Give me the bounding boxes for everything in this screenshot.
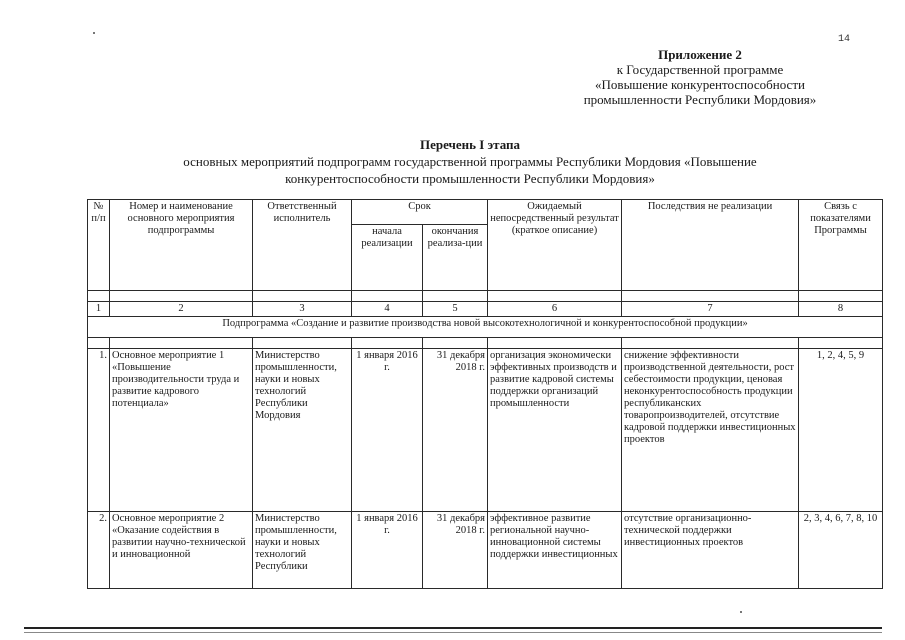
column-number: 2 — [110, 302, 253, 317]
column-number: 3 — [253, 302, 352, 317]
table-row — [88, 512, 883, 589]
page-number: 14 — [838, 34, 851, 45]
list-heading — [90, 136, 850, 187]
row-num: 1. — [88, 349, 110, 512]
row-start: 1 января 2016 г. — [352, 512, 423, 589]
header-start: начала реализации — [352, 225, 423, 291]
column-number: 5 — [423, 302, 488, 317]
appendix-line: «Повышение конкурентоспособности — [595, 77, 805, 92]
appendix-line: к Государственной программе — [616, 62, 784, 77]
scan-edge-line — [24, 632, 882, 633]
row-consequences: отсутствие организационно-технической поддержки инвестиционных проектов — [622, 512, 799, 589]
row-link: 1, 2, 4, 5, 9 — [799, 349, 883, 512]
appendix-title: Приложение 2 — [658, 47, 742, 62]
list-subtitle: основных мероприятий подпрограмм государственной программы Республики Мордовия «Повышение — [183, 154, 757, 169]
row-consequences: снижение эффективности производственной деятельности, рост себестоимости продукции, ценовая неконкурентоспособность продукции республиканских товаропроизводителей, отсутствие кадровой поддержки инвестиционных проектов — [622, 349, 799, 512]
header-term: Срок — [352, 200, 488, 225]
row-link: 2, 3, 4, 6, 7, 8, 10 — [799, 512, 883, 589]
scan-speck — [93, 32, 95, 34]
row-end: 31 декабря 2018 г. — [423, 512, 488, 589]
header-end: окончания реализа-ции — [423, 225, 488, 291]
subprogram-row — [88, 317, 883, 338]
header-row — [88, 200, 883, 225]
row-result: организация экономически эффективных производств и развитие кадровой системы поддержки организаций промышленности — [488, 349, 622, 512]
list-subtitle: конкурентоспособности промышленности Республики Мордовия» — [285, 171, 655, 186]
row-result: эффективное развитие региональной научно-инновационной системы поддержки инвестиционных — [488, 512, 622, 589]
column-number: 8 — [799, 302, 883, 317]
header-num: № п/п — [88, 200, 110, 291]
header-executor: Ответственный исполнитель — [253, 200, 352, 291]
subprogram-title: Подпрограмма «Создание и развитие производства новой высокотехнологичной и конкурентоспособной продукции» — [88, 317, 883, 338]
column-number: 1 — [88, 302, 110, 317]
table-row — [88, 349, 883, 512]
row-start: 1 января 2016 г. — [352, 349, 423, 512]
gap-row — [88, 338, 883, 349]
row-name: Основное мероприятие 1 «Повышение производительности труда и развитие кадрового потенциала» — [110, 349, 253, 512]
scan-speck — [740, 611, 742, 613]
column-number: 4 — [352, 302, 423, 317]
appendix-line: промышленности Республики Мордовия» — [583, 92, 817, 107]
row-executor: Министерство промышленности, науки и новых технологий Республики — [253, 512, 352, 589]
row-num: 2. — [88, 512, 110, 589]
scan-edge-line — [24, 627, 882, 629]
column-number: 7 — [622, 302, 799, 317]
header-consequences: Последствия не реализации — [622, 200, 799, 291]
row-executor: Министерство промышленности, науки и новых технологий Республики Мордовия — [253, 349, 352, 512]
header-result: Ожидаемый непосредственный результат (краткое описание) — [488, 200, 622, 291]
header-link: Связь с показателями Программы — [799, 200, 883, 291]
appendix-block — [550, 47, 850, 107]
column-number-row — [88, 302, 883, 317]
activities-table — [87, 199, 883, 589]
row-name: Основное мероприятие 2 «Оказание содействия в развитии научно-технической и инновационной — [110, 512, 253, 589]
column-number: 6 — [488, 302, 622, 317]
header-name: Номер и наименование основного мероприятия подпрограммы — [110, 200, 253, 291]
row-end: 31 декабря 2018 г. — [423, 349, 488, 512]
header-spacer — [88, 291, 883, 302]
list-title: Перечень I этапа — [419, 137, 521, 152]
